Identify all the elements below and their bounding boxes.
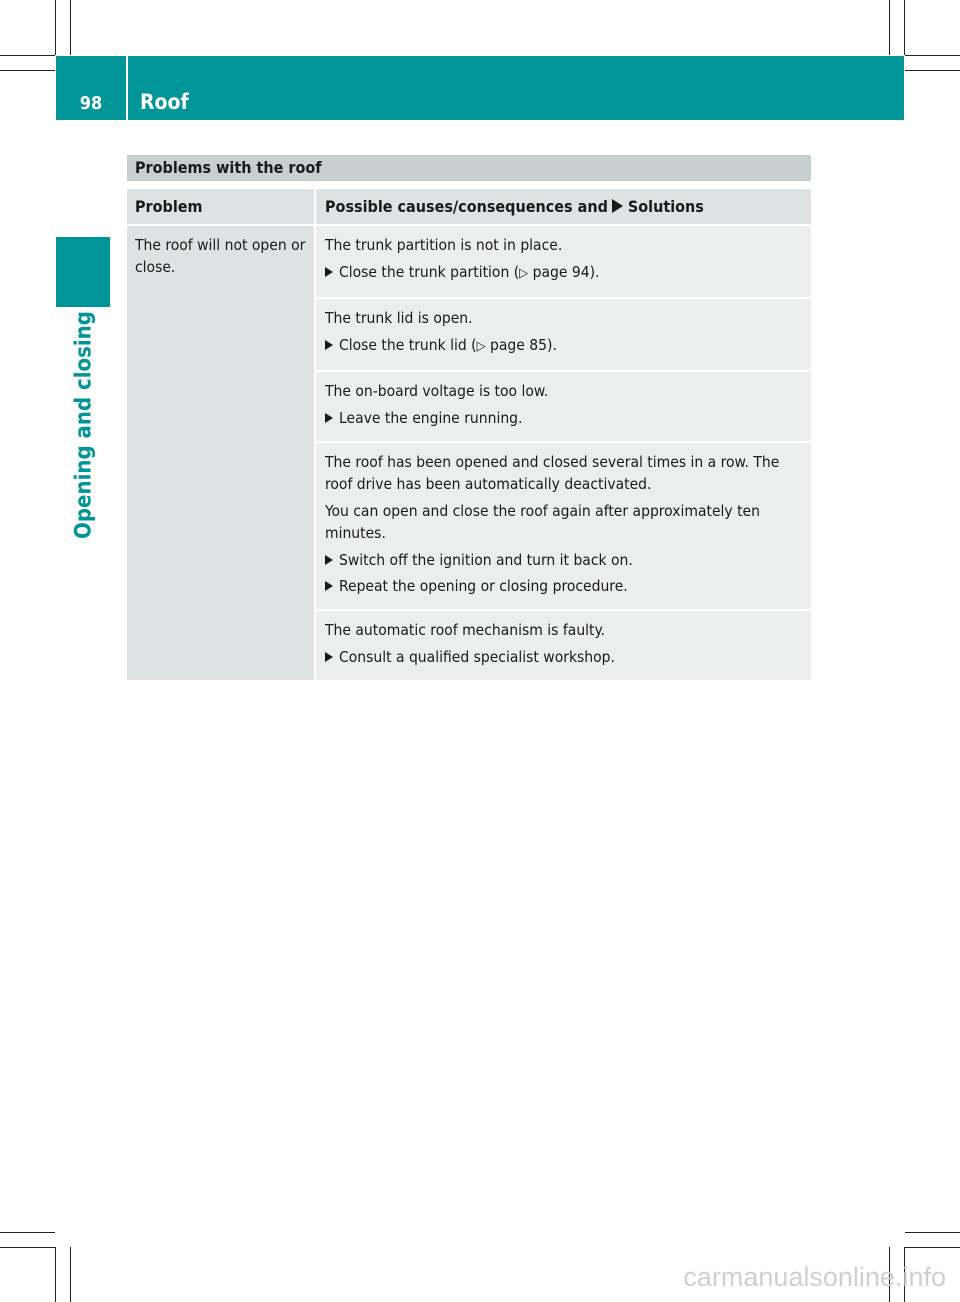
crop-mark — [905, 1247, 960, 1248]
solution-text — [339, 646, 615, 668]
cause-row — [316, 226, 811, 299]
solution-text — [339, 549, 633, 571]
cause-row — [316, 443, 811, 611]
solution-text — [339, 261, 599, 285]
solution-text-main: Switch off the ignition and turn it back on. — [339, 551, 633, 569]
column-header-solutions-text: Solutions — [627, 197, 704, 216]
cause-text: You can open and close the roof again after approximately ten minutes. — [325, 502, 760, 542]
solution-text-main: Close the trunk partition ( — [339, 263, 520, 281]
column-header-causes — [314, 189, 811, 224]
arrow-right-icon — [325, 340, 333, 350]
solution-step — [325, 407, 805, 429]
crop-mark — [905, 70, 960, 71]
page-reference-icon: ▷ — [519, 266, 529, 281]
problem-cell: The roof will not open or close. — [127, 226, 314, 680]
watermark: carmanualsonline.info — [683, 1262, 946, 1292]
page-reference-icon: ▷ — [476, 339, 486, 354]
crop-mark — [904, 0, 905, 55]
table-header — [127, 189, 811, 224]
page-number: 98 — [79, 93, 103, 114]
page-reference-link[interactable]: page 94). — [528, 263, 600, 281]
arrow-right-icon — [325, 581, 333, 591]
crop-mark — [0, 55, 55, 56]
crop-mark — [0, 1247, 55, 1248]
solution-text-main: Consult a qualified specialist workshop. — [339, 648, 615, 666]
arrow-right-icon — [325, 652, 333, 662]
cause-text: The automatic roof mechanism is faulty. — [325, 621, 605, 639]
cause-text: The on-board voltage is too low. — [325, 382, 549, 400]
crop-mark — [0, 70, 55, 71]
crop-mark — [905, 1232, 960, 1233]
chapter-tab-marker — [56, 237, 110, 307]
solution-step — [325, 646, 805, 668]
header-divider — [126, 56, 128, 120]
solution-text-main: Repeat the opening or closing procedure. — [339, 577, 628, 595]
cause-row — [316, 299, 811, 372]
troubleshooting-table — [127, 189, 811, 680]
solution-text — [339, 407, 522, 429]
cause-text: The trunk lid is open. — [325, 309, 473, 327]
crop-mark — [0, 1232, 55, 1233]
crop-mark — [70, 0, 71, 55]
solution-step — [325, 549, 805, 571]
section-title: Problems with the roof — [127, 155, 811, 181]
column-header-causes-text: Possible causes/consequences and — [325, 197, 608, 216]
solution-text — [339, 575, 628, 597]
column-header-problem: Problem — [135, 197, 203, 216]
cause-text: The roof has been opened and closed several times in a row. The roof drive has been automatically deactivated. — [325, 453, 780, 493]
crop-mark — [70, 1247, 71, 1302]
solution-text-main: Close the trunk lid ( — [339, 336, 477, 354]
arrow-right-icon — [325, 413, 333, 423]
arrow-right-icon — [612, 199, 623, 213]
causes-column — [314, 226, 811, 680]
crop-mark — [889, 0, 890, 55]
arrow-right-icon — [325, 267, 333, 277]
solution-step — [325, 334, 805, 358]
cause-row — [316, 611, 811, 680]
solution-step — [325, 575, 805, 597]
crop-mark — [55, 0, 56, 55]
solution-text — [339, 334, 557, 358]
page-title: Roof — [140, 90, 189, 114]
chapter-label: Opening and closing — [71, 311, 97, 539]
solution-text-main: Leave the engine running. — [339, 409, 523, 427]
cause-text: The trunk partition is not in place. — [325, 236, 563, 254]
cause-row — [316, 372, 811, 443]
arrow-right-icon — [325, 555, 333, 565]
crop-mark — [905, 55, 960, 56]
table-body — [127, 224, 811, 680]
crop-mark — [55, 1247, 56, 1302]
solution-step — [325, 261, 805, 285]
page-reference-link[interactable]: page 85). — [485, 336, 557, 354]
